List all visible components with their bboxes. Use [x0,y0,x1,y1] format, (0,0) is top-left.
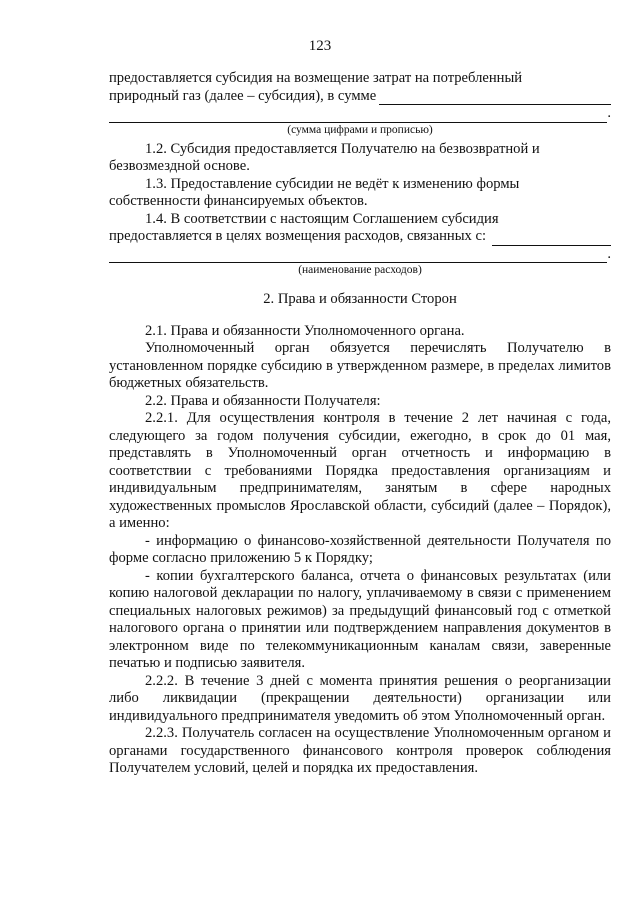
paragraph-2-2-3: 2.2.3. Получатель согласен на осуществление Уполномоченным органом и органами государственного финансового контроля проверок соблюдения Получателем условий, целей и порядка их предоставления. [109,725,611,776]
paragraph-2-1-body: Уполномоченный орган обязуется перечислять Получателю в установленном порядке субсидию в утвержденном размере, в пределах лимитов бюджетных обязательств. [109,340,611,391]
bullet-item: - информацию о финансово-хозяйственной деятельности Получателя по форме согласно приложению 5 к Порядку; [109,532,611,566]
section-title: 2. Права и обязанности Сторон [263,291,457,307]
line-end-period: . [607,245,611,262]
paragraph-2-2-2: 2.2.2. В течение 3 дней с момента принятия решения о реорганизации либо ликвидации (прекращении деятельности) организации или индивидуального предпринимателя уведомить об этом Уполномоченный орган. [109,672,611,724]
bullet-item: - копии бухгалтерского баланса, отчета о финансовых результатах (или копию налоговой декларации по налогу, уплачиваемому в связи с применением специальных налоговых режимов) за предыдущий финансовый год с отметкой налогового органа о принятии или подтверждением направления документов в электронном виде по телекоммуникационным каналам связи, заверенные печатью и подписью заявителя. [109,567,611,671]
caption-sum: (сумма цифрами и прописью) [287,123,433,136]
text-line-with-blank [109,88,611,106]
blank-rule [109,109,607,123]
blank-rule [109,249,607,263]
page-number: 123 [308,38,332,54]
text-line: 1.3. Предоставление субсидии не ведёт к изменению формы [145,175,520,192]
text-line: безвозмездной основе. [109,158,250,174]
expenses-blank-line [492,232,611,246]
expenses-continuation-line [109,246,611,264]
sum-blank-line [379,91,611,105]
line-end-period: . [607,105,611,121]
text-line: 1.4. В соответствии с настоящим Соглашением субсидия [145,210,499,227]
paragraph-2-1: 2.1. Права и обязанности Уполномоченного органа. [145,322,465,339]
text-line-with-blank [109,228,611,246]
paragraph-2-2-1: 2.2.1. Для осуществления контроля в течение 2 лет начиная с года, следующего за годом получения субсидии, ежегодно, в срок до 01 мая, представлять в Уполномоченный орган отчетность и информацию в соответствии с требованиями Порядка предоставления организациям и индивидуальным предпринимателям, занятым в сфере народных художественных промыслов Ярославской области, субсидий (далее – Порядок), а именно: [109,410,611,531]
text-fragment: природный газ (далее – субсидия), в сумме [109,87,377,104]
text-line: предоставляется субсидия на возмещение затрат на потребленный [109,70,523,86]
text-line: собственности финансируемых объектов. [109,193,368,209]
sum-continuation-line [109,105,611,123]
text-fragment: предоставляется в целях возмещения расходов, связанных с: [109,228,486,244]
paragraph-2-2: 2.2. Права и обязанности Получателя: [145,392,381,409]
caption-expenses: (наименование расходов) [298,264,422,276]
document-body [109,70,611,778]
text-line: 1.2. Субсидия предоставляется Получателю на безвозвратной и [145,140,540,157]
